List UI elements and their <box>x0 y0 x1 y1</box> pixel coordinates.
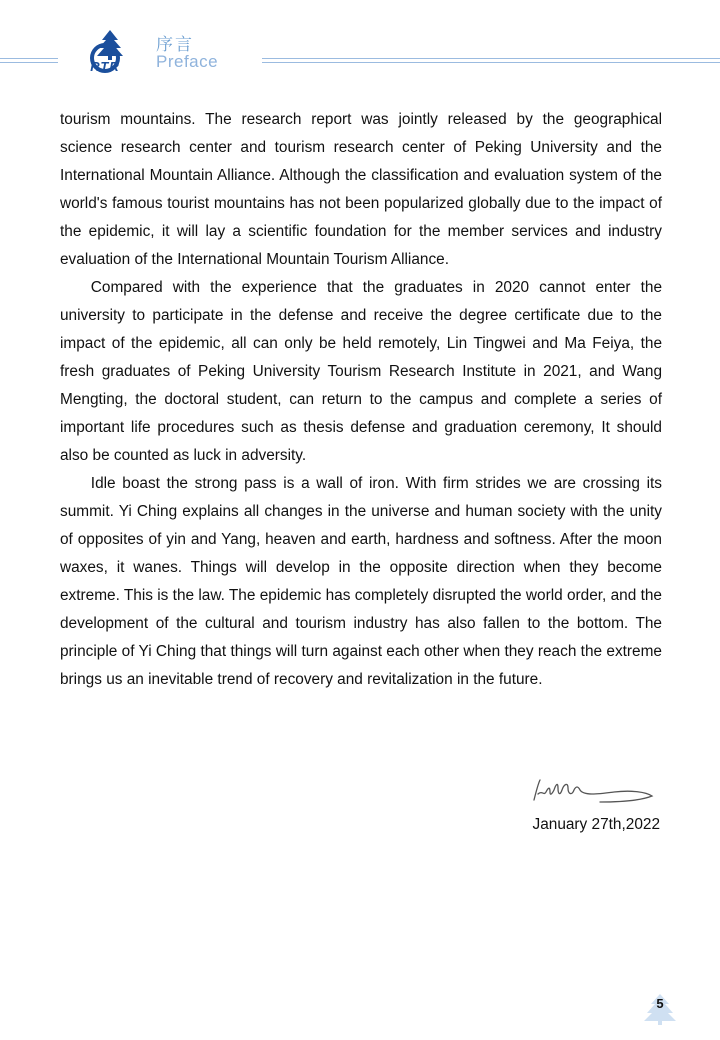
letter-date: January 27th,2022 <box>532 816 660 833</box>
section-title-chinese: 序言 <box>156 35 194 54</box>
logo-text: RTR <box>90 59 120 74</box>
body-text <box>60 106 662 694</box>
handwritten-signature <box>528 774 658 810</box>
page-number: 5 <box>656 996 664 1011</box>
paragraph-1: tourism mountains. The research report was jointly released by the geographical science research center and tourism research center of Peking University and the International Mountain Alliance. Although the classification and evaluation system of the world's famous tourist mountains has not been popularized globally due to the impact of the epidemic, it will lay a scientific foundation for the member services and industry evaluation of the International Mountain Tourism Alliance. <box>60 111 662 268</box>
section-title-english: Preface <box>156 52 219 71</box>
page-number-badge <box>643 993 677 1025</box>
page-header <box>0 0 720 100</box>
header-rule-right <box>262 58 720 63</box>
paragraph-3: Idle boast the strong pass is a wall of iron. With firm strides we are crossing its summit. Yi Ching explains all changes in the universe and human society with the unity of opposites of yin and Yang, heaven and earth, hardness and softness. After the moon waxes, it wanes. Things will develop in the opposite direction when they become extreme. This is the law. The epidemic has completely disrupted the world order, and the development of the cultural and tourism industry has also fallen to the bottom. The principle of Yi Ching that things will turn against each other when they reach the extreme brings us an inevitable trend of recovery and revitalization in the future. <box>60 475 662 688</box>
header-rule-left <box>0 58 58 63</box>
paragraph-2: Compared with the experience that the graduates in 2020 cannot enter the university to participate in the defense and receive the degree certificate due to the impact of the epidemic, all can only be held remotely, Lin Tingwei and Ma Feiya, the fresh graduates of Peking University Tourism Research Institute in 2021, and Wang Mengting, the doctoral student, can return to the campus and complete a series of important life procedures such as thesis defense and graduation ceremony, It should also be counted as luck in adversity. <box>60 279 662 464</box>
rtr-logo <box>72 28 138 74</box>
